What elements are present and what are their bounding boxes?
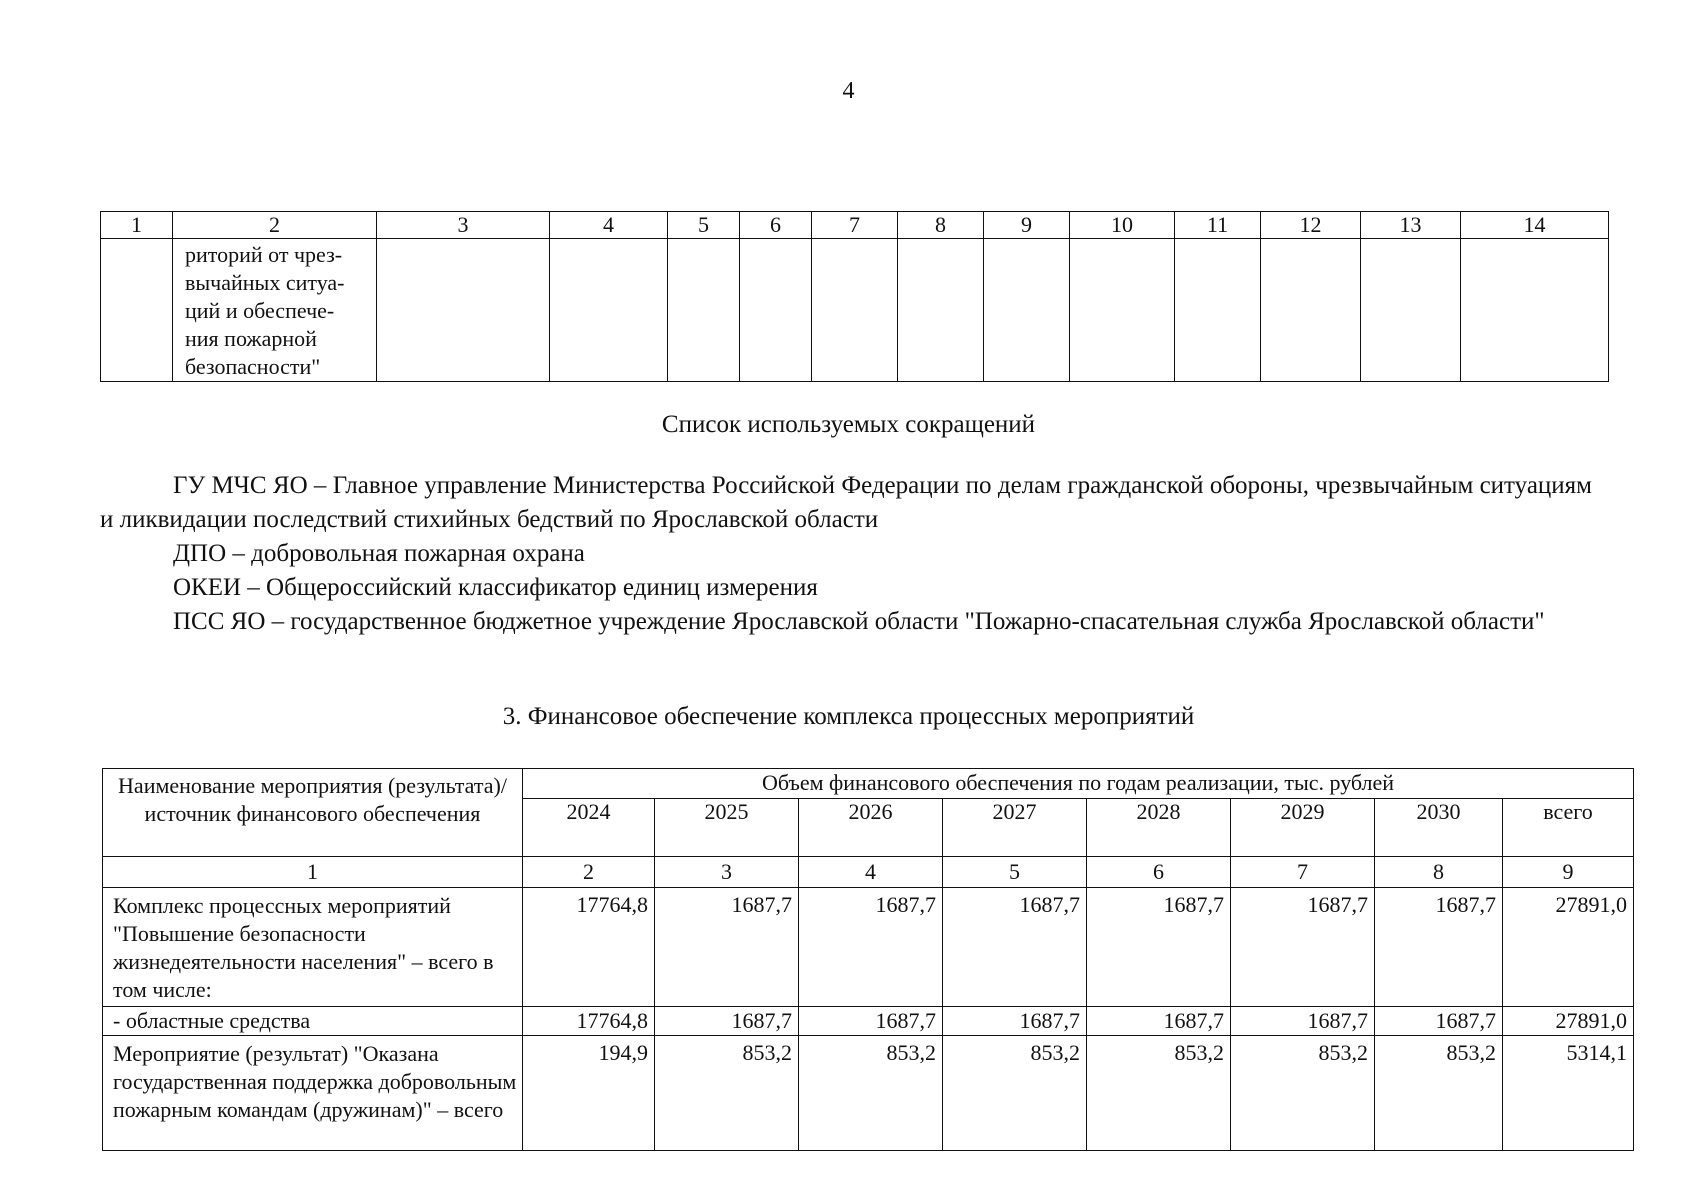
abbreviation-item: ОКЕИ – Общероссийский классификатор единиц измерения [173, 574, 818, 601]
column-number-row [101, 212, 1609, 239]
column-number-row [103, 857, 1634, 888]
table-row [103, 888, 1634, 1007]
table-cell [1175, 239, 1261, 382]
abbreviations-list [100, 469, 1592, 639]
value-cell: 1687,7 [655, 888, 799, 1007]
table-cell [101, 239, 173, 382]
year-header: всего [1503, 798, 1634, 856]
value-cell: 853,2 [943, 1036, 1087, 1151]
value-cell: 27891,0 [1503, 888, 1634, 1007]
table-cell [740, 239, 812, 382]
value-cell: 1687,7 [1231, 888, 1375, 1007]
value-cell: 853,2 [1375, 1036, 1503, 1151]
finance-heading: 3. Финансовое обеспечение комплекса процессных мероприятий [502, 703, 1195, 730]
column-number: 13 [1361, 212, 1461, 239]
table-cell [173, 239, 377, 382]
column-number: 1 [103, 857, 523, 888]
table-cell [1261, 239, 1361, 382]
column-number: 11 [1175, 212, 1261, 239]
year-header: 2030 [1375, 798, 1503, 856]
abbreviation-item: ГУ МЧС ЯО – Главное управление Министерства Российской Федерации по делам гражданской обороны, чрезвычайным ситуациям и ликвидации последствий стихийных бедствий по Ярославской области [100, 472, 1592, 533]
value-cell: 1687,7 [943, 888, 1087, 1007]
year-header: 2028 [1087, 798, 1231, 856]
column-number: 3 [377, 212, 550, 239]
year-header: 2029 [1231, 798, 1375, 856]
value-cell: 194,9 [523, 1036, 655, 1151]
value-cell: 853,2 [799, 1036, 943, 1151]
continuation-table [100, 211, 1609, 382]
value-cell: 27891,0 [1503, 1007, 1634, 1036]
column-number: 7 [1231, 857, 1375, 888]
column-number: 3 [655, 857, 799, 888]
row-name: - областные средства [103, 1007, 523, 1036]
row-name: Мероприятие (результат) "Оказана государственная поддержка добровольным пожарным командам (дружинам)" – всего [103, 1036, 523, 1151]
table-cell [1070, 239, 1175, 382]
year-header: 2025 [655, 798, 799, 856]
value-cell: 1687,7 [799, 888, 943, 1007]
table-row [103, 1036, 1634, 1151]
value-cell: 1687,7 [1231, 1007, 1375, 1036]
value-cell: 1687,7 [655, 1007, 799, 1036]
text-line: риторий от чрез- [185, 242, 343, 267]
year-header: 2026 [799, 798, 943, 856]
column-number: 4 [550, 212, 668, 239]
column-number: 6 [740, 212, 812, 239]
value-cell: 853,2 [1087, 1036, 1231, 1151]
continued-cell-text [173, 239, 376, 381]
year-header: 2027 [943, 798, 1087, 856]
text-line: вычайных ситуа- [185, 270, 345, 295]
abbreviation-item: ДПО – добровольная пожарная охрана [173, 540, 585, 567]
value-cell: 1687,7 [1375, 1007, 1503, 1036]
column-number: 5 [943, 857, 1087, 888]
row-name: Комплекс процессных мероприятий "Повышение безопасности жизнедеятельности населения" – всего в том числе: [103, 888, 523, 1007]
table-row [101, 239, 1609, 382]
column-number: 7 [812, 212, 898, 239]
value-cell: 853,2 [1231, 1036, 1375, 1151]
table-cell [984, 239, 1070, 382]
column-number: 2 [173, 212, 377, 239]
column-number: 2 [523, 857, 655, 888]
value-cell: 1687,7 [1087, 1007, 1231, 1036]
abbreviations-heading: Список используемых сокращений [661, 411, 1036, 438]
column-number: 1 [101, 212, 173, 239]
column-number: 9 [984, 212, 1070, 239]
column-number: 10 [1070, 212, 1175, 239]
value-cell: 17764,8 [523, 888, 655, 1007]
name-column-header: Наименование мероприятия (результата)/ источник финансового обеспечения [103, 769, 523, 857]
table-cell [812, 239, 898, 382]
column-number: 12 [1261, 212, 1361, 239]
table-row [103, 1007, 1634, 1036]
year-header: 2024 [523, 798, 655, 856]
table-cell [377, 239, 550, 382]
header-row [103, 769, 1634, 799]
column-number: 8 [898, 212, 984, 239]
value-cell: 853,2 [655, 1036, 799, 1151]
text-line: ций и обеспече- [185, 298, 335, 323]
value-cell: 1687,7 [1375, 888, 1503, 1007]
table-cell [1361, 239, 1461, 382]
table-cell [1461, 239, 1609, 382]
value-cell: 1687,7 [799, 1007, 943, 1036]
abbreviation-item: ПСС ЯО – государственное бюджетное учреждение Ярославской области "Пожарно-спасательная служба Ярославской области" [173, 608, 1545, 635]
value-cell: 5314,1 [1503, 1036, 1634, 1151]
value-cell: 17764,8 [523, 1007, 655, 1036]
table-cell [668, 239, 740, 382]
table-cell [898, 239, 984, 382]
table-cell [550, 239, 668, 382]
column-number: 14 [1461, 212, 1609, 239]
text-line: безопасности" [185, 354, 321, 379]
finance-table [102, 768, 1634, 1151]
column-number: 5 [668, 212, 740, 239]
column-number: 9 [1503, 857, 1634, 888]
value-cell: 1687,7 [1087, 888, 1231, 1007]
column-number: 8 [1375, 857, 1503, 888]
column-number: 4 [799, 857, 943, 888]
value-cell: 1687,7 [943, 1007, 1087, 1036]
text-line: ния пожарной [185, 326, 317, 351]
page-number: 4 [842, 78, 855, 104]
volume-header: Объем финансового обеспечения по годам реализации, тыс. рублей [523, 769, 1634, 799]
column-number: 6 [1087, 857, 1231, 888]
